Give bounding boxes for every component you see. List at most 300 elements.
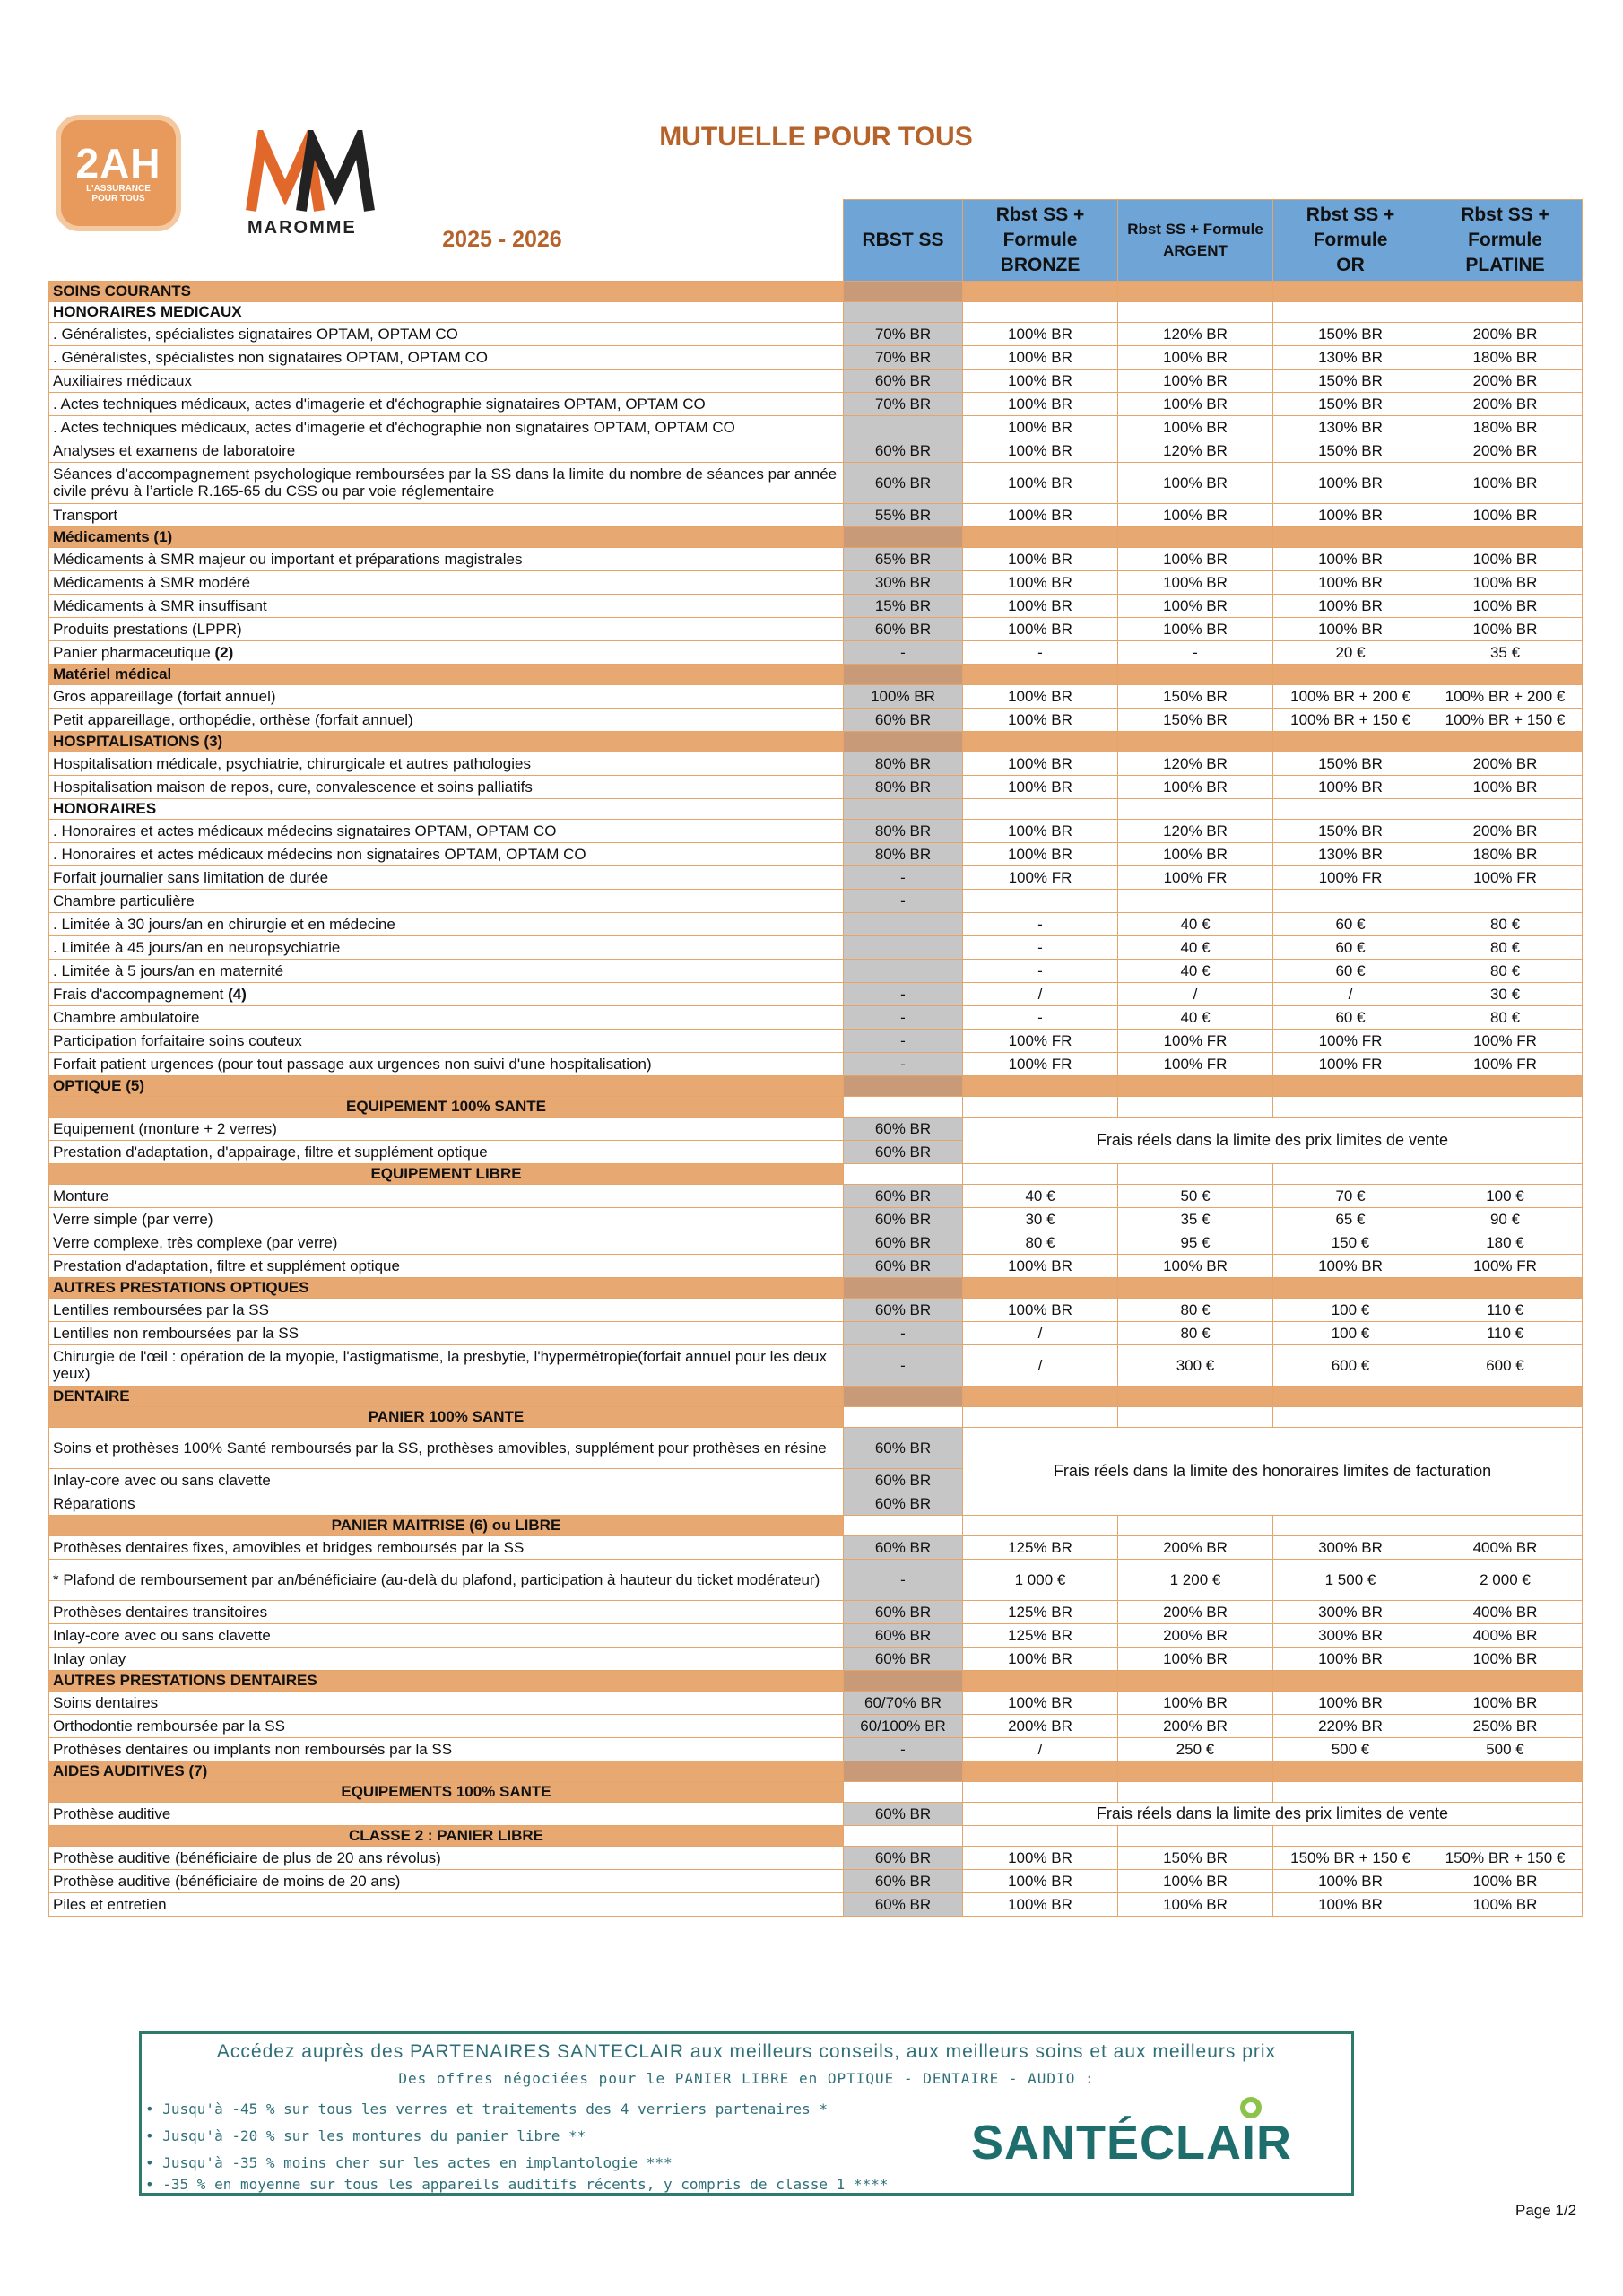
formula-value-cell: 100% BR: [1118, 1892, 1273, 1916]
formula-value-cell: 100% BR: [1273, 1869, 1428, 1892]
formula-value-cell: 70 €: [1273, 1184, 1428, 1207]
formula-value-cell: 125% BR: [963, 1600, 1118, 1623]
column-header-line: RBST SS: [862, 229, 944, 250]
formula-value-cell: 100% BR: [963, 369, 1118, 392]
table-row: [49, 1535, 1583, 1559]
formula-value-cell: 100% FR: [1118, 1029, 1273, 1052]
formula-value-cell: 200% BR: [1428, 819, 1583, 842]
rbst-ss-cell: 60% BR: [844, 1647, 963, 1670]
empty-cell: [1118, 1277, 1273, 1298]
empty-cell: [844, 1781, 963, 1802]
formula-value-cell: 100% BR: [1273, 775, 1428, 798]
empty-cell: [1428, 1096, 1583, 1117]
row-label: Médicaments à SMR insuffisant: [53, 596, 267, 614]
formula-value-cell: /: [963, 1344, 1118, 1386]
formula-value-cell: 100% BR: [1273, 1254, 1428, 1277]
formula-value-cell: -: [963, 640, 1118, 664]
empty-cell: [1118, 1825, 1273, 1846]
table-row: [49, 1117, 1583, 1140]
empty-cell: [1273, 1096, 1428, 1117]
formula-value-cell: 110 €: [1428, 1321, 1583, 1344]
table-row: [49, 415, 1583, 439]
formula-value-cell: 100% BR: [963, 503, 1118, 526]
table-row: [49, 959, 1583, 982]
row-label: Chambre particulière: [53, 891, 195, 909]
row-label: Panier pharmaceutique: [53, 643, 211, 661]
empty-cell: [844, 664, 963, 684]
column-header: [1428, 200, 1583, 282]
rbst-ss-cell: 60% BR: [844, 1427, 963, 1468]
rbst-ss-cell: 60/100% BR: [844, 1714, 963, 1737]
formula-value-cell: 150% BR: [1273, 322, 1428, 345]
empty-cell: [844, 1075, 963, 1096]
rbst-ss-cell: 60% BR: [844, 1869, 963, 1892]
formula-value-cell: -: [963, 1005, 1118, 1029]
section-label: HOSPITALISATIONS (3): [49, 731, 844, 752]
formula-value-cell: 2 000 €: [1428, 1559, 1583, 1600]
empty-cell: [1273, 1670, 1428, 1691]
table-row: [49, 1737, 1583, 1761]
empty-cell: [1118, 1096, 1273, 1117]
row-label: Piles et entretien: [53, 1895, 167, 1913]
column-header-line: Rbst SS +: [995, 204, 1085, 225]
empty-cell: [844, 731, 963, 752]
formula-value-cell: 100% BR: [963, 415, 1118, 439]
table-row: [49, 1714, 1583, 1737]
formula-value-cell: 180% BR: [1428, 842, 1583, 865]
table-row: [49, 819, 1583, 842]
section-label: AUTRES PRESTATIONS DENTAIRES: [49, 1670, 844, 1691]
formula-value-cell: 500 €: [1273, 1737, 1428, 1761]
empty-cell: [844, 281, 963, 301]
formula-value-cell: 125% BR: [963, 1623, 1118, 1647]
benefits-table: [48, 199, 1583, 1917]
empty-cell: [1273, 1781, 1428, 1802]
formula-value-cell: 100% BR: [1273, 570, 1428, 594]
formula-value-cell: 150% BR: [1273, 369, 1428, 392]
empty-cell: [1428, 1761, 1583, 1781]
row-label: Verre simple (par verre): [53, 1210, 213, 1228]
table-row: [49, 1427, 1583, 1468]
formula-value-cell: 200% BR: [1428, 369, 1583, 392]
row-label: Petit appareillage, orthopédie, orthèse (forfait annuel): [53, 710, 413, 728]
table-row: [49, 775, 1583, 798]
row-label: Soins et prothèses 100% Santé remboursés par la SS, prothèses amovibles, supplément pour prothèses en résine: [53, 1439, 827, 1457]
empty-cell: [1118, 798, 1273, 819]
table-row: [49, 1254, 1583, 1277]
empty-cell: [1273, 1386, 1428, 1406]
formula-value-cell: 100% BR: [963, 1254, 1118, 1277]
section-header-row: [49, 731, 1583, 752]
column-header: [963, 200, 1118, 282]
formula-value-cell: 100% BR: [1428, 547, 1583, 570]
section-label: Médicaments (1): [49, 526, 844, 547]
formula-value-cell: 130% BR: [1273, 345, 1428, 369]
rbst-ss-cell: 60% BR: [844, 1468, 963, 1492]
rbst-ss-cell: 100% BR: [844, 684, 963, 708]
formula-value-cell: 100% BR: [963, 345, 1118, 369]
formula-value-cell: 100% BR: [1428, 617, 1583, 640]
formula-value-cell: 30 €: [1428, 982, 1583, 1005]
table-row: [49, 708, 1583, 731]
row-label: Prothèses dentaires transitoires: [53, 1603, 268, 1621]
formula-value-cell: 80 €: [963, 1231, 1118, 1254]
formula-value-cell: 100% BR: [1428, 1691, 1583, 1714]
table-row: [49, 1231, 1583, 1254]
empty-cell: [963, 1096, 1118, 1117]
row-label: . Généralistes, spécialistes signataires OPTAM, OPTAM CO: [53, 325, 458, 343]
table-row: [49, 1623, 1583, 1647]
rbst-ss-cell: 60% BR: [844, 1623, 963, 1647]
rbst-ss-cell: 60% BR: [844, 617, 963, 640]
formula-value-cell: 400% BR: [1428, 1623, 1583, 1647]
empty-cell: [1118, 731, 1273, 752]
empty-cell: [1118, 301, 1273, 322]
formula-value-cell: 180% BR: [1428, 345, 1583, 369]
rbst-ss-cell: -: [844, 982, 963, 1005]
formula-value-cell: 100% BR: [1118, 547, 1273, 570]
section-header-row: [49, 1075, 1583, 1096]
empty-cell: [844, 1825, 963, 1846]
rbst-ss-cell: 60% BR: [844, 439, 963, 462]
empty-cell: [1428, 1825, 1583, 1846]
formula-value-cell: 150% BR: [1273, 392, 1428, 415]
row-label: Prestation d'adaptation, filtre et supplément optique: [53, 1257, 400, 1274]
formula-value-cell: 100 €: [1273, 1298, 1428, 1321]
table-header-row: [49, 200, 1583, 282]
promo-headline: Accédez auprès des PARTENAIRES SANTECLAIR aux meilleurs conseils, aux meilleurs soins et aux meilleurs prix: [216, 2041, 1277, 2062]
section-label: AUTRES PRESTATIONS OPTIQUES: [49, 1277, 844, 1298]
row-label: Produits prestations (LPPR): [53, 620, 242, 638]
section-header-row: [49, 526, 1583, 547]
formula-value-cell: 100 €: [1428, 1184, 1583, 1207]
empty-cell: [1428, 1386, 1583, 1406]
empty-cell: [1428, 1163, 1583, 1184]
row-label: Verre complexe, très complexe (par verre): [53, 1233, 338, 1251]
rbst-ss-cell: 60% BR: [844, 1600, 963, 1623]
empty-cell: [844, 1386, 963, 1406]
formula-value-cell: /: [1273, 982, 1428, 1005]
formula-value-cell: 200% BR: [963, 1714, 1118, 1737]
table-row: [49, 889, 1583, 912]
row-label: . Limitée à 5 jours/an en maternité: [53, 961, 284, 979]
formula-value-cell: 300% BR: [1273, 1623, 1428, 1647]
column-header-line: Rbst SS +: [1306, 204, 1395, 225]
empty-cell: [844, 526, 963, 547]
rbst-ss-cell: 60% BR: [844, 1298, 963, 1321]
rbst-ss-cell: 60% BR: [844, 1117, 963, 1140]
formula-value-cell: 200% BR: [1428, 752, 1583, 775]
formula-value-cell: 100% BR: [1118, 617, 1273, 640]
formula-value-cell: 100% BR: [1428, 594, 1583, 617]
santeclair-promo-box: [139, 2031, 1354, 2196]
empty-cell: [1273, 301, 1428, 322]
table-row: [49, 865, 1583, 889]
formula-value-cell: 1 500 €: [1273, 1559, 1428, 1600]
row-label: . Limitée à 30 jours/an en chirurgie et en médecine: [53, 915, 395, 933]
empty-cell: [844, 1096, 963, 1117]
empty-cell: [844, 301, 963, 322]
formula-value-cell: 200% BR: [1118, 1600, 1273, 1623]
formula-value-cell: 125% BR: [963, 1535, 1118, 1559]
footnote-ref: (2): [214, 643, 234, 661]
formula-value-cell: 100% BR: [963, 1298, 1118, 1321]
formula-value-cell: 130% BR: [1273, 415, 1428, 439]
table-row: [49, 1321, 1583, 1344]
formula-value-cell: 300 €: [1118, 1344, 1273, 1386]
formula-value-cell: 100% BR: [1118, 1254, 1273, 1277]
row-label: Chirurgie de l'œil : opération de la myopie, l'astigmatisme, la presbytie, l'hypermétropie(forfait annuel pour les deux yeux): [53, 1348, 827, 1382]
formula-value-cell: 200% BR: [1428, 322, 1583, 345]
row-label: Inlay-core avec ou sans clavette: [53, 1471, 271, 1489]
column-header-line: Rbst SS +: [1461, 204, 1549, 225]
section-label: EQUIPEMENT LIBRE: [49, 1163, 844, 1184]
empty-cell: [963, 526, 1118, 547]
column-header-line: PLATINE: [1465, 254, 1545, 275]
formula-value-cell: 100% BR: [963, 439, 1118, 462]
rbst-ss-cell: -: [844, 1052, 963, 1075]
promo-bullet: • Jusqu'à -35 % moins cher sur les actes en implantologie ***: [145, 2154, 673, 2171]
formula-value-cell: 100% BR: [963, 617, 1118, 640]
formula-value-cell: [1428, 889, 1583, 912]
formula-value-cell: 35 €: [1428, 640, 1583, 664]
table-row: [49, 912, 1583, 935]
column-header-line: ARGENT: [1163, 241, 1228, 259]
formula-value-cell: 100% BR: [963, 1892, 1118, 1916]
formula-value-cell: 150% BR + 150 €: [1273, 1846, 1428, 1869]
formula-value-cell: 120% BR: [1118, 322, 1273, 345]
row-label: Médicaments à SMR modéré: [53, 573, 251, 591]
table-row: [49, 1207, 1583, 1231]
formula-value-cell: 100% BR: [963, 322, 1118, 345]
section-label: EQUIPEMENT 100% SANTE: [49, 1096, 844, 1117]
formula-value-cell: 1 200 €: [1118, 1559, 1273, 1600]
row-label: Prothèse auditive: [53, 1805, 171, 1822]
formula-value-cell: 100% BR: [963, 819, 1118, 842]
empty-cell: [1118, 1386, 1273, 1406]
formula-value-cell: 120% BR: [1118, 439, 1273, 462]
rbst-ss-cell: 60% BR: [844, 1846, 963, 1869]
row-label: . Limitée à 45 jours/an en neuropsychiatrie: [53, 938, 341, 956]
formula-value-cell: 100% BR: [963, 570, 1118, 594]
formula-value-cell: 100% BR: [963, 708, 1118, 731]
formula-value-cell: 100% BR: [1273, 1892, 1428, 1916]
empty-cell: [1273, 281, 1428, 301]
formula-value-cell: 40 €: [1118, 912, 1273, 935]
formula-value-cell: 65 €: [1273, 1207, 1428, 1231]
rbst-ss-cell: 80% BR: [844, 752, 963, 775]
rbst-ss-cell: 70% BR: [844, 345, 963, 369]
table-row: [49, 617, 1583, 640]
subheading-label: HONORAIRES: [49, 798, 844, 819]
row-label: Inlay-core avec ou sans clavette: [53, 1626, 271, 1644]
empty-cell: [1428, 664, 1583, 684]
empty-cell: [1118, 664, 1273, 684]
rbst-ss-cell: -: [844, 1344, 963, 1386]
rbst-ss-cell: 60% BR: [844, 369, 963, 392]
empty-cell: [1118, 281, 1273, 301]
rbst-ss-cell: -: [844, 1321, 963, 1344]
row-label: Gros appareillage (forfait annuel): [53, 687, 276, 705]
empty-cell: [963, 281, 1118, 301]
formula-value-cell: 120% BR: [1118, 752, 1273, 775]
empty-cell: [1428, 1075, 1583, 1096]
formula-value-cell: 40 €: [1118, 1005, 1273, 1029]
formula-value-cell: 180 €: [1428, 1231, 1583, 1254]
rbst-ss-cell: 60% BR: [844, 1184, 963, 1207]
rbst-ss-cell: -: [844, 865, 963, 889]
empty-cell: [844, 1277, 963, 1298]
table-row: [49, 570, 1583, 594]
subsection-header-row: [49, 1096, 1583, 1117]
section-label: AIDES AUDITIVES (7): [49, 1761, 844, 1781]
section-label: PANIER MAITRISE (6) ou LIBRE: [49, 1515, 844, 1535]
row-label: Frais d'accompagnement: [53, 985, 224, 1003]
row-label: Prestation d'adaptation, d'appairage, filtre et supplément optique: [53, 1143, 488, 1161]
rbst-ss-cell: [844, 959, 963, 982]
row-label: Séances d’accompagnement psychologique remboursées par la SS dans la limite du nombre de séances par année civile prévu à l’article R.165-65 du CSS ou par voie réglementaire: [53, 465, 838, 500]
formula-value-cell: 150% BR: [1273, 439, 1428, 462]
row-label: . Honoraires et actes médicaux médecins signataires OPTAM, OPTAM CO: [53, 822, 557, 839]
rbst-ss-cell: 60% BR: [844, 1231, 963, 1254]
table-row: [49, 369, 1583, 392]
formula-value-cell: -: [963, 959, 1118, 982]
empty-cell: [1118, 1515, 1273, 1535]
empty-cell: [844, 1761, 963, 1781]
empty-cell: [1428, 1781, 1583, 1802]
table-row: [49, 1600, 1583, 1623]
formula-value-cell: -: [963, 912, 1118, 935]
row-label: . Généralistes, spécialistes non signataires OPTAM, OPTAM CO: [53, 348, 488, 366]
empty-cell: [1273, 1825, 1428, 1846]
formula-value-cell: 100% BR: [1428, 1869, 1583, 1892]
empty-cell: [1273, 1163, 1428, 1184]
formula-value-cell: 80 €: [1428, 959, 1583, 982]
formula-value-cell: 80 €: [1118, 1321, 1273, 1344]
section-header-row: [49, 1386, 1583, 1406]
rbst-ss-cell: 70% BR: [844, 392, 963, 415]
formula-value-cell: /: [963, 982, 1118, 1005]
subsection-header-row: [49, 1163, 1583, 1184]
empty-cell: [844, 1406, 963, 1427]
empty-cell: [1273, 731, 1428, 752]
table-row: [49, 594, 1583, 617]
formula-value-cell: 100% BR: [1118, 345, 1273, 369]
formula-value-cell: 100% BR: [963, 392, 1118, 415]
formula-value-cell: 100% BR: [963, 594, 1118, 617]
formula-value-cell: 100% BR: [1118, 392, 1273, 415]
row-label: Lentilles non remboursées par la SS: [53, 1324, 299, 1342]
rbst-ss-cell: 60% BR: [844, 1140, 963, 1163]
empty-cell: [963, 731, 1118, 752]
logo-maromme-wordmark: MAROMME: [247, 218, 357, 238]
formula-value-cell: 40 €: [963, 1184, 1118, 1207]
table-row: [49, 547, 1583, 570]
column-header-line: Rbst SS + Formule: [1127, 220, 1263, 238]
rbst-ss-cell: -: [844, 1559, 963, 1600]
formula-value-cell: 35 €: [1118, 1207, 1273, 1231]
empty-cell: [963, 798, 1118, 819]
subsection-header-row: [49, 1406, 1583, 1427]
formula-value-cell: 100% FR: [963, 865, 1118, 889]
formula-value-cell: 20 €: [1273, 640, 1428, 664]
empty-cell: [963, 1386, 1118, 1406]
logo-2ah-line1: L'ASSURANCE: [86, 184, 151, 194]
rbst-ss-cell: 60% BR: [844, 1892, 963, 1916]
empty-cell: [963, 1075, 1118, 1096]
formula-value-cell: 100 €: [1273, 1321, 1428, 1344]
table-row: [49, 935, 1583, 959]
formula-value-cell: [1273, 889, 1428, 912]
formula-value-cell: 100% BR: [1273, 462, 1428, 503]
section-header-row: [49, 1670, 1583, 1691]
formula-value-cell: 150% BR: [1273, 819, 1428, 842]
row-label: Equipement (monture + 2 verres): [53, 1119, 277, 1137]
row-label: Transport: [53, 506, 118, 524]
merged-value-cell: Frais réels dans la limite des prix limites de vente: [963, 1117, 1583, 1163]
row-label: Forfait patient urgences (pour tout passage aux urgences non suivi d'une hospitalisation): [53, 1055, 652, 1073]
formula-value-cell: 1 000 €: [963, 1559, 1118, 1600]
formula-value-cell: 150% BR: [1118, 708, 1273, 731]
row-label: . Actes techniques médicaux, actes d'imagerie et d'échographie non signataires OPTAM, OPTAM CO: [53, 418, 735, 436]
formula-value-cell: 100% BR: [1273, 503, 1428, 526]
formula-value-cell: 100% FR: [1118, 865, 1273, 889]
formula-value-cell: 130% BR: [1273, 842, 1428, 865]
formula-value-cell: 110 €: [1428, 1298, 1583, 1321]
formula-value-cell: 200% BR: [1118, 1714, 1273, 1737]
empty-cell: [1118, 1761, 1273, 1781]
formula-value-cell: 100% BR + 150 €: [1428, 708, 1583, 731]
formula-value-cell: [1118, 889, 1273, 912]
formula-value-cell: 100% BR: [963, 775, 1118, 798]
formula-value-cell: 100% BR: [1118, 503, 1273, 526]
rbst-ss-cell: 60% BR: [844, 1254, 963, 1277]
formula-value-cell: 80 €: [1118, 1298, 1273, 1321]
formula-value-cell: 100% FR: [963, 1052, 1118, 1075]
table-row: [49, 1298, 1583, 1321]
section-header-row: [49, 664, 1583, 684]
empty-cell: [1118, 1406, 1273, 1427]
row-label: Chambre ambulatoire: [53, 1008, 200, 1026]
header-spacer: [49, 200, 844, 282]
row-label: Médicaments à SMR majeur ou important et préparations magistrales: [53, 550, 523, 568]
santeclair-logo: SANTÉCLAIR: [971, 2116, 1292, 2170]
table-row: [49, 684, 1583, 708]
section-label: CLASSE 2 : PANIER LIBRE: [49, 1825, 844, 1846]
formula-value-cell: 100% BR: [963, 1647, 1118, 1670]
promo-bullet: • -35 % en moyenne sur tous les appareils auditifs récents, y compris de classe 1 ****: [145, 2176, 889, 2193]
row-label: Forfait journalier sans limitation de durée: [53, 868, 329, 886]
formula-value-cell: 100% BR: [1428, 503, 1583, 526]
formula-value-cell: 200% BR: [1118, 1535, 1273, 1559]
section-label: DENTAIRE: [49, 1386, 844, 1406]
formula-value-cell: 100% BR: [963, 547, 1118, 570]
formula-value-cell: 150 €: [1273, 1231, 1428, 1254]
formula-value-cell: 100% FR: [963, 1029, 1118, 1052]
subheading-row: [49, 301, 1583, 322]
section-label: SOINS COURANTS: [49, 281, 844, 301]
formula-value-cell: /: [1118, 982, 1273, 1005]
formula-value-cell: 220% BR: [1273, 1714, 1428, 1737]
row-label: Lentilles remboursées par la SS: [53, 1300, 269, 1318]
empty-cell: [963, 1515, 1118, 1535]
table-row: [49, 1029, 1583, 1052]
column-header-line: OR: [1336, 254, 1365, 275]
formula-value-cell: 100% BR: [1273, 547, 1428, 570]
formula-value-cell: 250% BR: [1428, 1714, 1583, 1737]
subheading-row: [49, 798, 1583, 819]
formula-value-cell: 100% BR: [963, 752, 1118, 775]
